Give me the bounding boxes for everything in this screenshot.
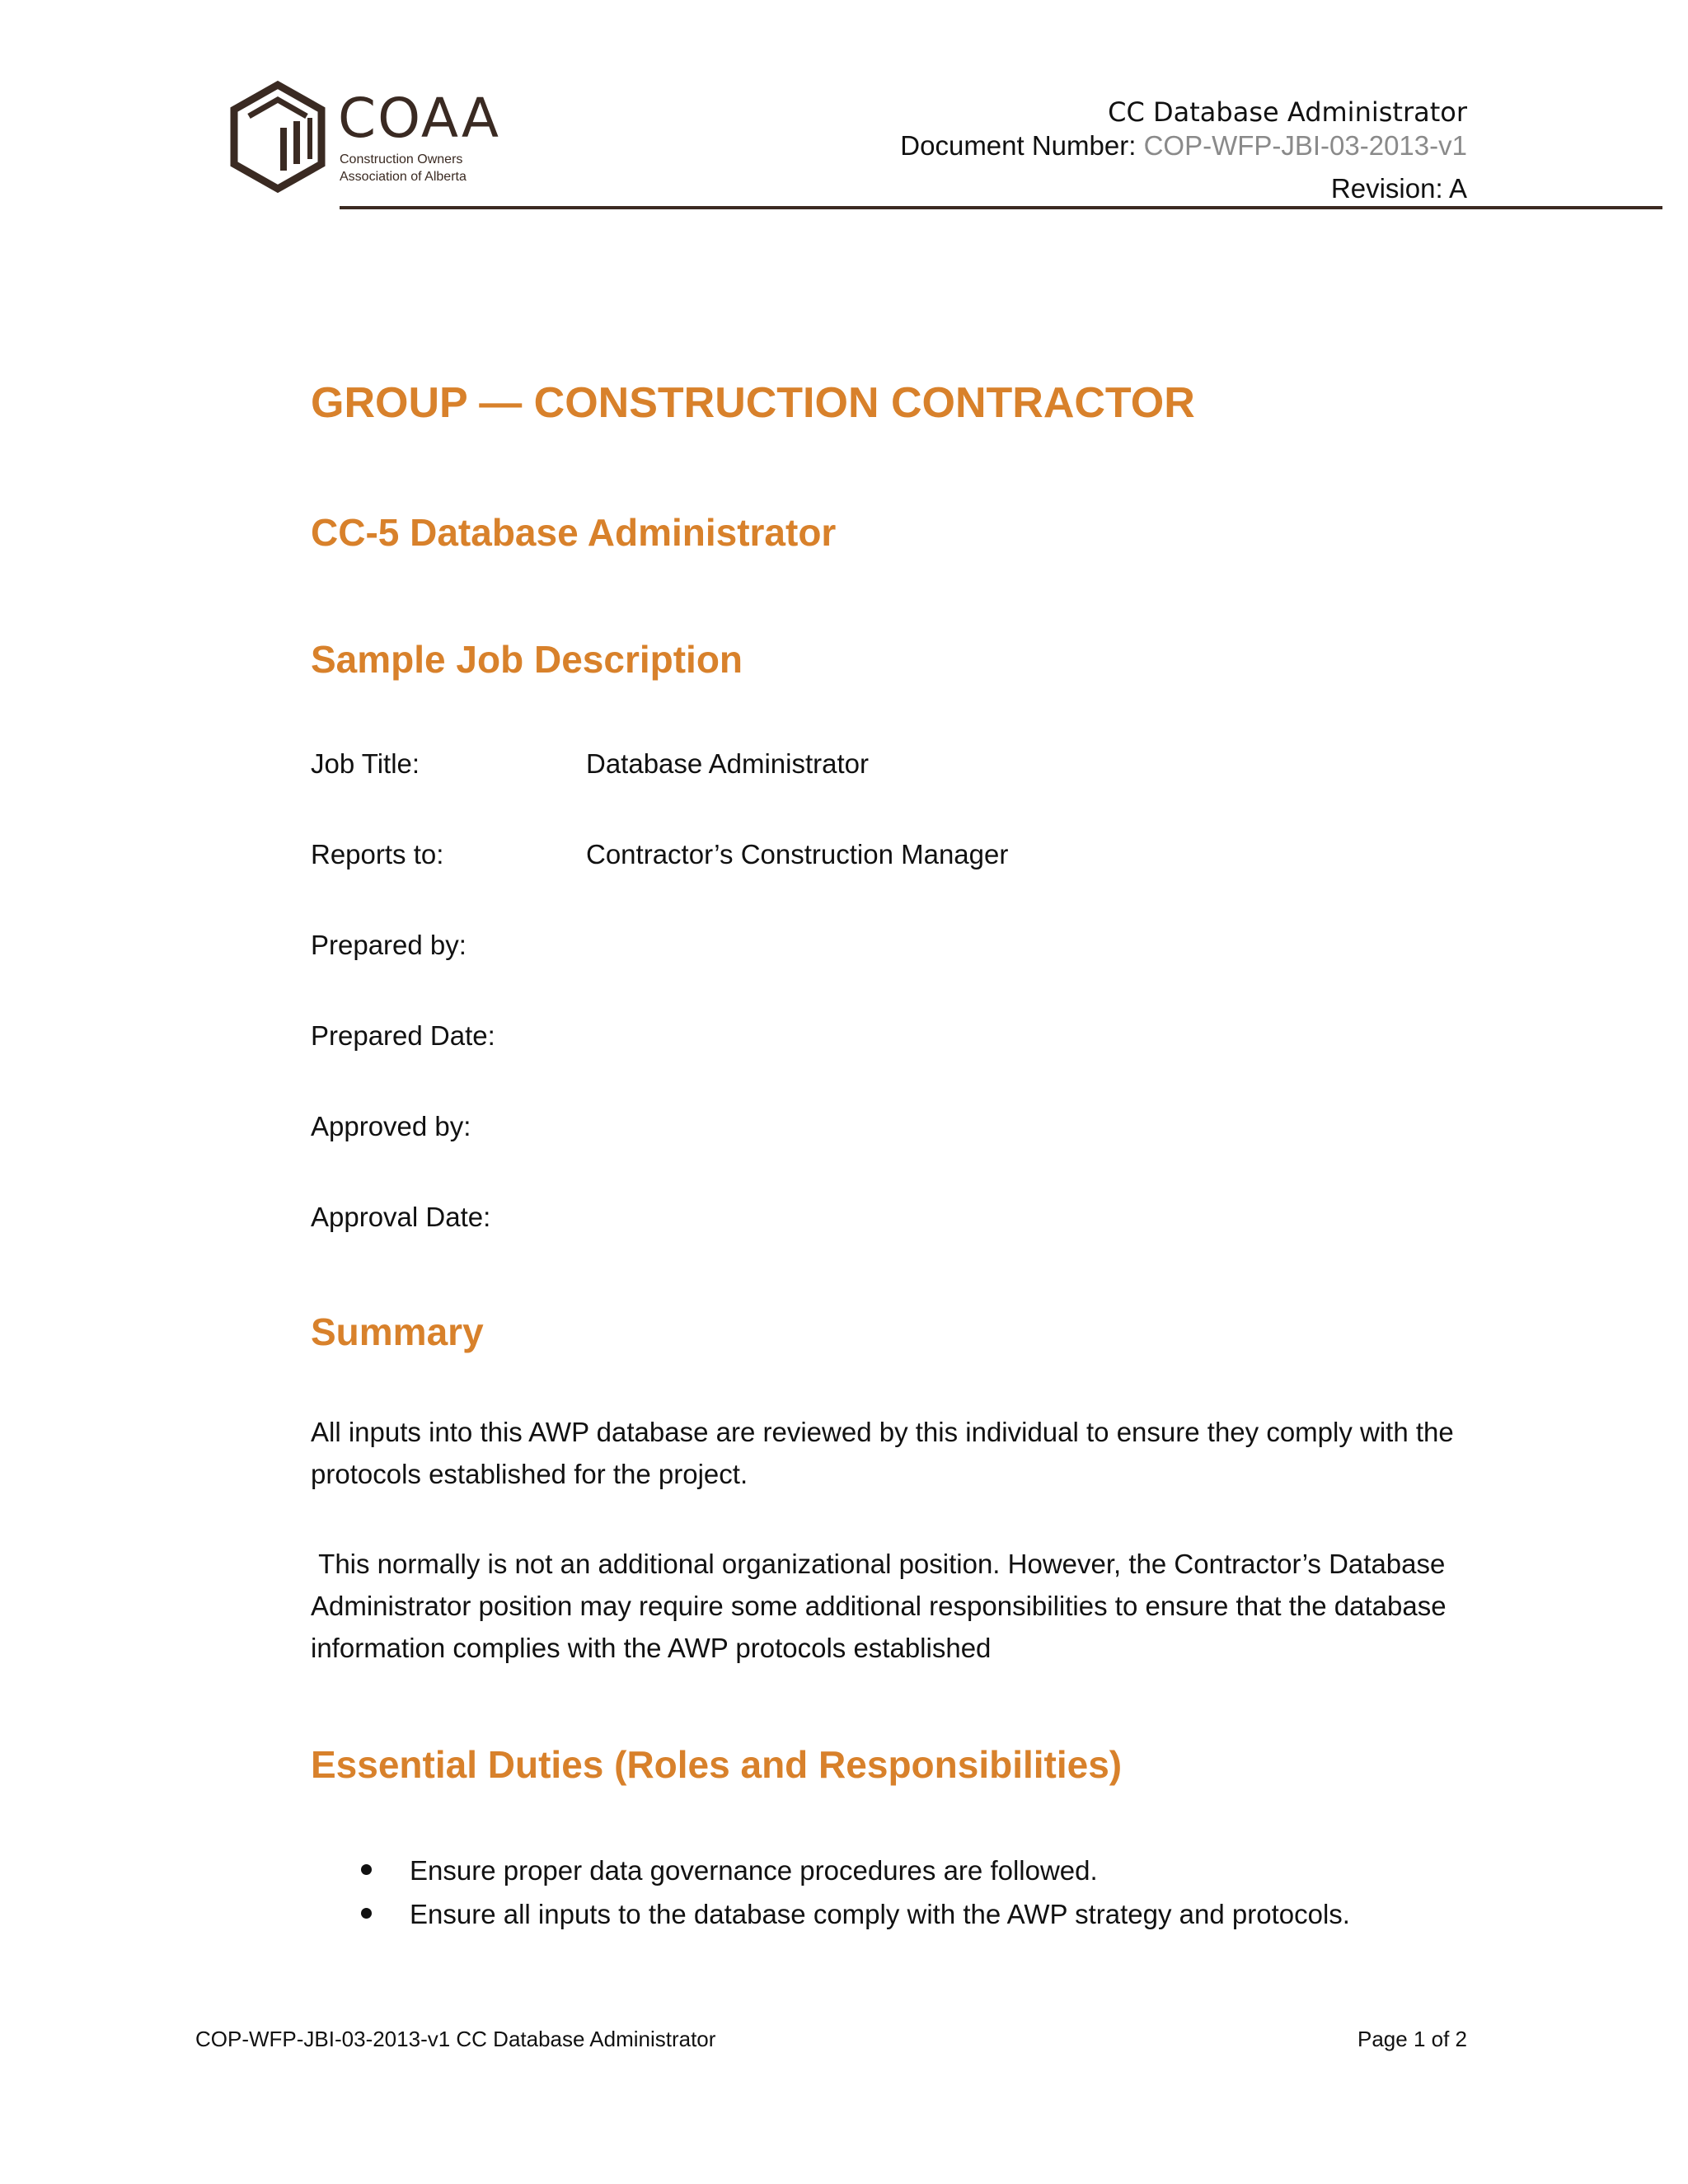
- summary-paragraph-2: This normally is not an additional organizational position. However, the Contractor’s Database Administrator position may require some additional responsibilities to ensure that the database information complies with the AWP protocols established: [311, 1549, 1454, 1663]
- header-revision: Revision: A: [1330, 173, 1467, 204]
- group-heading: GROUP — CONSTRUCTION CONTRACTOR: [311, 379, 1195, 427]
- field-label: Reports to:: [311, 839, 444, 869]
- duties-list: [354, 1849, 1350, 1936]
- footer-document-reference: COP-WFP-JBI-03-2013-v1 CC Database Administrator: [195, 2027, 716, 2051]
- logo-subtitle-line1: Construction Owners: [340, 152, 463, 166]
- document-number-value: COP-WFP-JBI-03-2013-v1: [1143, 130, 1467, 161]
- essential-duties-heading: Essential Duties (Roles and Responsibilities): [311, 1743, 1123, 1786]
- logo-wordmark: COAA: [338, 87, 501, 150]
- duty-text: Ensure proper data governance procedures are followed.: [410, 1855, 1098, 1886]
- field-value: Database Administrator: [586, 748, 870, 779]
- coaa-logo: [224, 78, 504, 202]
- header-document-number: [900, 132, 1467, 159]
- bullet-icon: [361, 1864, 372, 1875]
- field-label: Approved by:: [311, 1111, 471, 1141]
- bullet-icon: [361, 1908, 372, 1919]
- field-label: Prepared by:: [311, 930, 467, 960]
- duty-text: Ensure all inputs to the database comply with the AWP strategy and protocols.: [410, 1899, 1350, 1929]
- header-document-title: CC Database Administrator: [1108, 96, 1467, 128]
- field-label: Prepared Date:: [311, 1020, 495, 1051]
- list-item: [354, 1849, 1350, 1892]
- summary-heading: Summary: [311, 1310, 484, 1353]
- logo-subtitle: [340, 151, 467, 185]
- field-label: Approval Date:: [311, 1202, 491, 1232]
- hexagon-logo-icon: [224, 78, 331, 202]
- summary-paragraph-1: All inputs into this AWP database are reviewed by this individual to ensure they comply with the protocols established for the project.: [311, 1417, 1454, 1489]
- header-divider: [340, 206, 1662, 209]
- logo-subtitle-line2: Association of Alberta: [340, 170, 467, 184]
- list-item: [354, 1892, 1350, 1936]
- sample-job-description-heading: Sample Job Description: [311, 638, 743, 681]
- footer-page-number: Page 1 of 2: [1357, 2027, 1467, 2051]
- field-label: Job Title:: [311, 748, 420, 779]
- field-value: Contractor’s Construction Manager: [586, 839, 1009, 869]
- document-number-label: Document Number:: [900, 130, 1137, 161]
- role-heading: CC-5 Database Administrator: [311, 511, 837, 554]
